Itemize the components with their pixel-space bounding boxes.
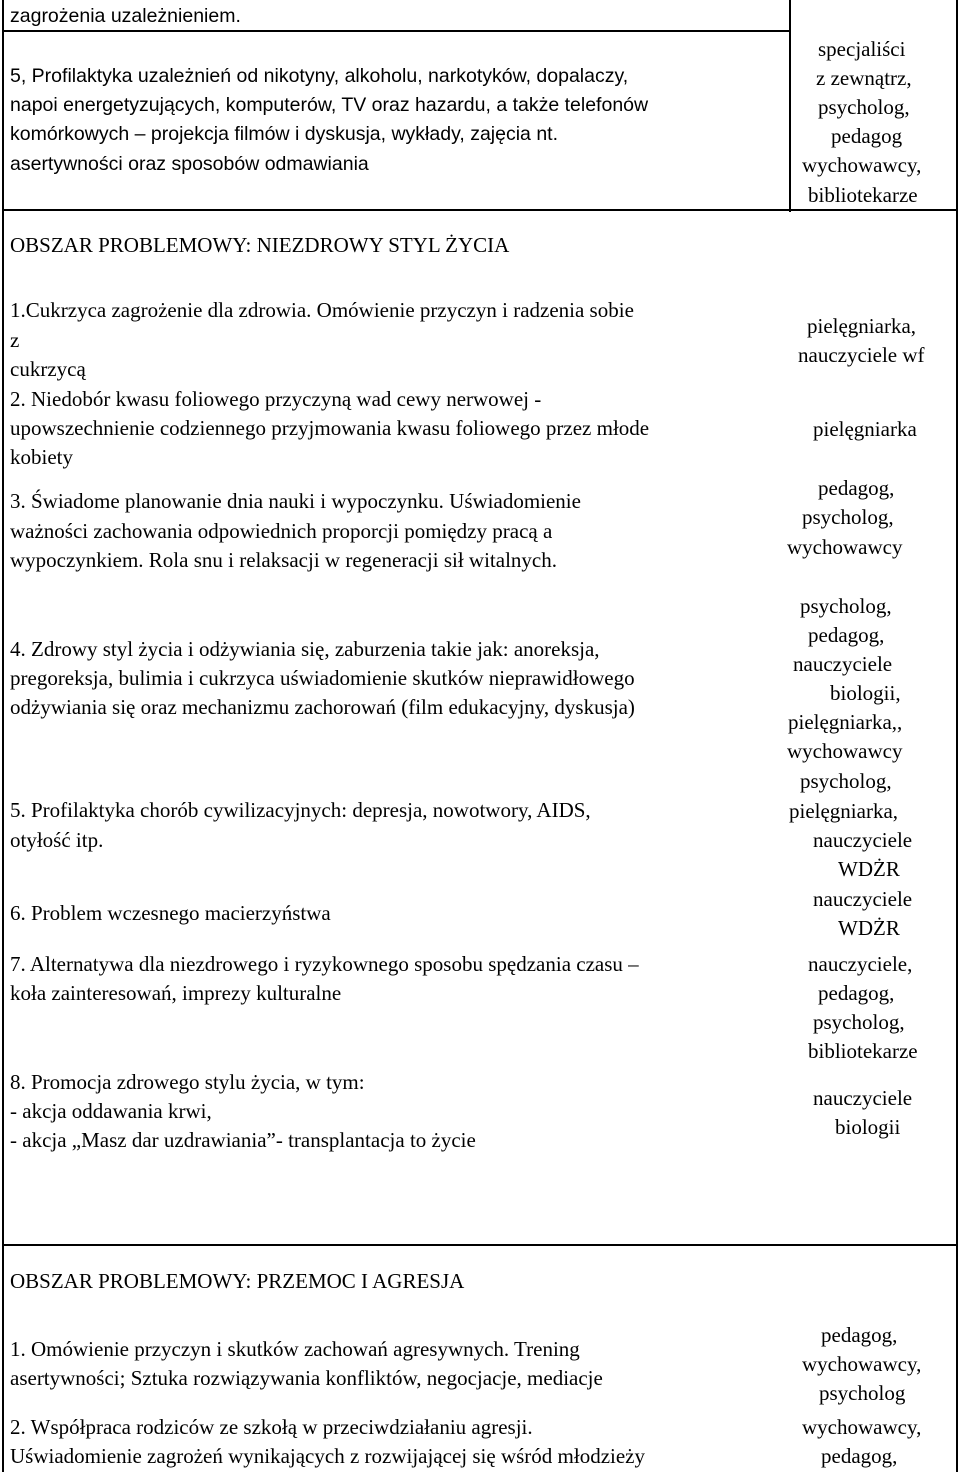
text-line: 3. Świadome planowanie dnia nauki i wypoczynku. Uświadomienie [10,489,581,513]
text-line: 1.Cukrzyca zagrożenie dla zdrowia. Omówienie przyczyn i radzenia sobie [10,298,634,322]
top-fragment-text: zagrożenia uzależnieniem. [10,5,241,27]
responsible-line: pedagog, [808,623,885,647]
text-line: kobiety [10,445,73,469]
responsible-line: nauczyciele, [808,952,913,976]
responsible-line: pedagog, [818,476,895,500]
text-line: 6. Problem wczesnego macierzyństwa [10,901,331,925]
responsible-line: bibliotekarze [808,1039,918,1063]
text-line: 5, Profilaktyka uzależnień od nikotyny, alkoholu, narkotyków, dopalaczy, [10,65,629,87]
responsible-line: biologii [835,1115,901,1139]
responsible-line: psycholog, [818,95,910,119]
text-line: ważności zachowania odpowiednich proporcji pomiędzy pracą a [10,519,553,543]
text-line: komórkowych – projekcja filmów i dyskusja, wykłady, zajęcia nt. [10,123,558,145]
responsible-line: pedagog [831,124,903,148]
responsible-line: WDŻR [838,857,900,881]
responsible-line: WDŻR [838,916,900,940]
section-heading: OBSZAR PROBLEMOWY: PRZEMOC I AGRESJA [10,1269,465,1293]
text-line: - akcja oddawania krwi, [10,1099,212,1123]
text-line: asertywności oraz sposobów odmawiania [10,153,369,175]
responsible-line: wychowawcy [787,535,903,559]
responsible-line: nauczyciele [813,887,913,911]
text-line: 5. Profilaktyka chorób cywilizacyjnych: depresja, nowotwory, AIDS, [10,798,591,822]
text-line: koła zainteresowań, imprezy kulturalne [10,981,342,1005]
responsible-line: psycholog [819,1381,906,1405]
responsible-line: pielęgniarka, [807,314,917,338]
text-line: Uświadomienie zagrożeń wynikających z rozwijającej się wśród młodzieży [10,1444,645,1468]
row-divider [2,1244,958,1246]
responsible-line: nauczyciele [813,828,913,852]
responsible-line: wychowawcy [787,739,903,763]
text-line: z [10,328,20,352]
text-line: 4. Zdrowy styl życia i odżywiania się, zaburzenia takie jak: anoreksja, [10,637,600,661]
responsible-line: psycholog, [813,1010,905,1034]
responsible-line: pielęgniarka, [789,799,899,823]
responsible-line: bibliotekarze [808,183,918,207]
text-line: asertywności; Sztuka rozwiązywania konfliktów, negocjacje, mediacje [10,1366,603,1390]
responsible-line: z zewnątrz, [816,66,912,90]
responsible-line: specjaliści [818,37,906,61]
text-line: napoi energetyzujących, komputerów, TV oraz hazardu, a także telefonów [10,94,649,116]
text-line: otyłość itp. [10,828,104,852]
responsible-line: psycholog, [800,594,892,618]
text-line: 2. Niedobór kwasu foliowego przyczyną wad cewy nerwowej - [10,387,542,411]
responsible-line: psycholog, [800,769,892,793]
text-line: 7. Alternatywa dla niezdrowego i ryzykownego sposobu spędzania czasu – [10,952,639,976]
text-line: upowszechnienie codziennego przyjmowania kwasu foliowego przez młode [10,416,650,440]
responsible-line: pielęgniarka,, [788,710,903,734]
text-line: - akcja „Masz dar uzdrawiania”- transplantacja to życie [10,1128,476,1152]
text-line: 8. Promocja zdrowego stylu życia, w tym: [10,1070,365,1094]
responsible-line: nauczyciele [813,1086,913,1110]
responsible-line: wychowawcy, [802,1352,922,1376]
responsible-line: wychowawcy, [802,153,922,177]
responsible-line: psycholog, [802,505,894,529]
section-heading: OBSZAR PROBLEMOWY: NIEZDROWY STYL ŻYCIA [10,233,510,257]
responsible-line: nauczyciele wf [798,343,925,367]
table-border-left [2,0,4,1472]
responsible-line: pedagog, [821,1444,898,1468]
text-line: wypoczynkiem. Rola snu i relaksacji w regeneracji sił witalnych. [10,548,557,572]
responsible-line: pielęgniarka [813,417,917,441]
text-line: odżywiania się oraz mechanizmu zachorowań (film edukacyjny, dyskusja) [10,695,635,719]
text-line: cukrzycą [10,357,86,381]
responsible-line: pedagog, [818,981,895,1005]
text-line: pregoreksja, bulimia i cukrzyca uświadomienie skutków nieprawidłowego [10,666,635,690]
text-line: 2. Współpraca rodziców ze szkołą w przeciwdziałaniu agresji. [10,1415,533,1439]
responsible-line: pedagog, [821,1323,898,1347]
text-line: 1. Omówienie przyczyn i skutków zachowań agresywnych. Trening [10,1337,580,1361]
responsible-line: nauczyciele [793,652,893,676]
responsible-line: wychowawcy, [802,1415,922,1439]
table-border-right [956,0,958,1472]
responsible-line: biologii, [830,681,901,705]
